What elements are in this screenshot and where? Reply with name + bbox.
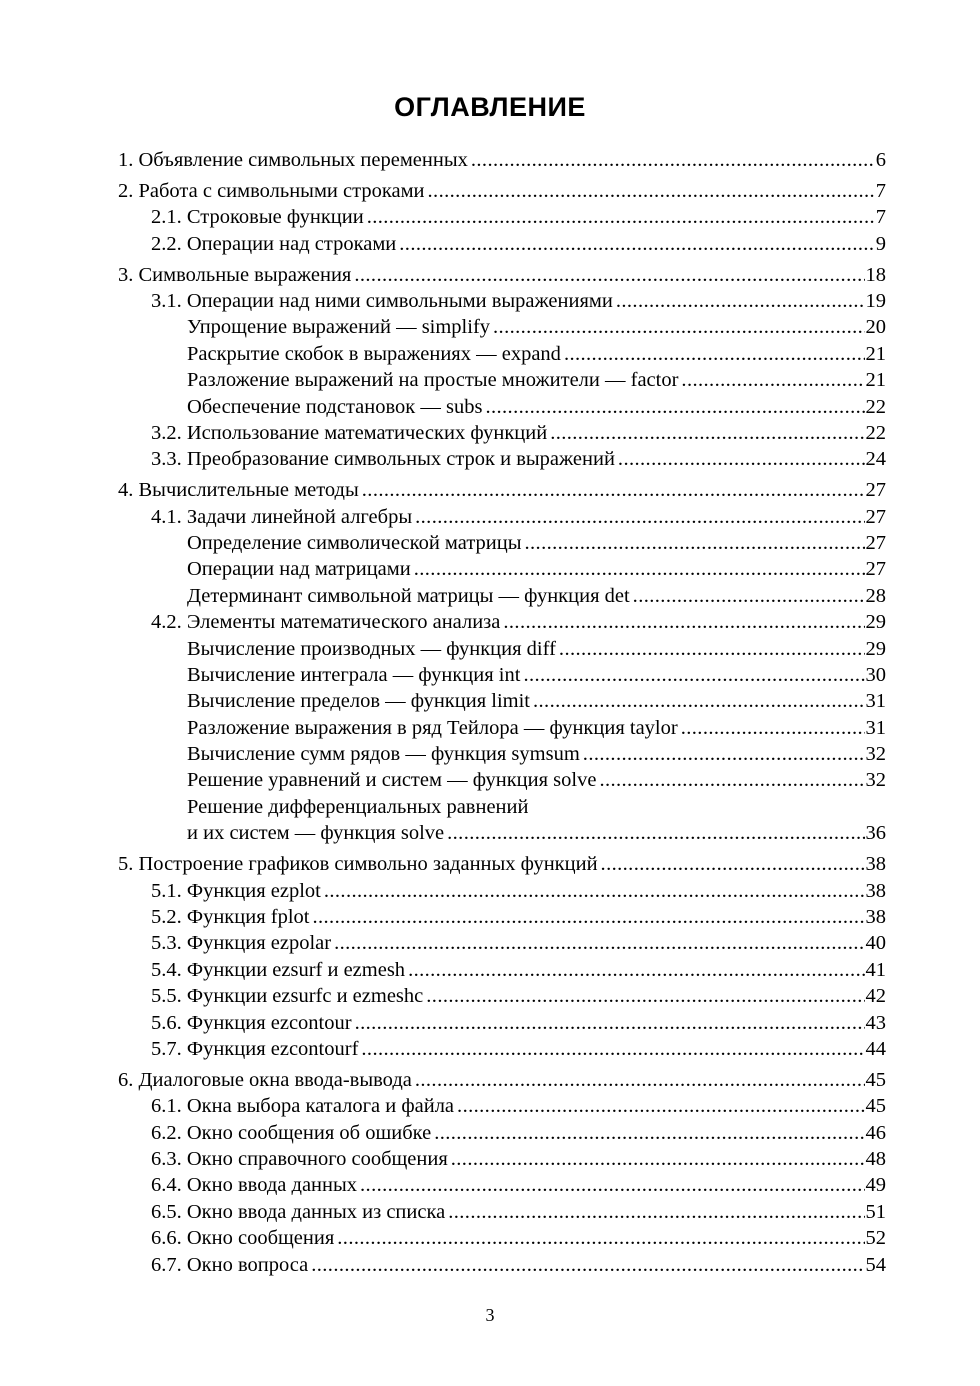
toc-entry — [118, 367, 886, 393]
dot-leader — [599, 767, 864, 793]
toc-entry — [118, 1093, 886, 1119]
toc-entry-text: Обеспечение подстановок — subs — [187, 395, 483, 418]
dot-leader — [334, 930, 864, 956]
toc-entry-text: 4.1. Задачи линейной алгебры — [151, 505, 413, 528]
toc-entry-page: 27 — [865, 505, 886, 528]
dot-leader — [485, 394, 864, 420]
toc-entry-text: Определение символической матрицы — [187, 531, 522, 554]
toc-section — [118, 178, 886, 257]
toc-entry — [118, 178, 886, 204]
toc-entry-text: 6.7. Окно вопроса — [151, 1253, 309, 1276]
dot-leader — [523, 662, 864, 688]
toc-entry-page: 9 — [875, 232, 886, 255]
toc-entry-page: 22 — [865, 395, 886, 418]
dot-leader — [361, 1036, 864, 1062]
toc-entry-page: 52 — [865, 1227, 886, 1250]
dot-leader — [564, 341, 865, 367]
toc-entry-text: 4.2. Элементы математического анализа — [151, 611, 501, 634]
toc-entry-page: 38 — [865, 879, 886, 902]
toc-entry-text: Вычисление сумм рядов — функция symsum — [187, 743, 580, 766]
toc-entry — [118, 1067, 886, 1093]
dot-leader — [312, 904, 864, 930]
toc-entry — [118, 1146, 886, 1172]
toc-entry — [118, 609, 886, 635]
dot-leader — [618, 446, 865, 472]
toc-entry-page: 21 — [865, 342, 886, 365]
toc-entry-page: 40 — [865, 932, 886, 955]
toc-entry-page: 27 — [865, 558, 886, 581]
toc-entry-text: 3.3. Преобразование символьных строк и выражений — [151, 448, 615, 471]
dot-leader — [360, 1172, 864, 1198]
dot-leader — [457, 1093, 864, 1119]
toc-entry — [118, 767, 886, 793]
dot-leader — [434, 1120, 864, 1146]
toc-entry-text: 6.6. Окно сообщения — [151, 1227, 335, 1250]
toc-entry-page: 27 — [865, 531, 886, 554]
toc-entry-text: 5. Построение графиков символьно заданных функций — [118, 853, 598, 876]
toc-entry-page: 18 — [865, 263, 886, 286]
toc-entry — [118, 1225, 886, 1251]
toc-entry-page: 19 — [865, 289, 886, 312]
toc-entry-text: 6. Диалоговые окна ввода-вывода — [118, 1068, 412, 1091]
dot-leader — [324, 878, 865, 904]
toc-entry — [118, 636, 886, 662]
dot-leader — [311, 1252, 864, 1278]
toc-entry-page: 46 — [865, 1121, 886, 1144]
toc-entry — [118, 688, 886, 714]
toc-entry-page: 44 — [865, 1037, 886, 1060]
toc-entry — [118, 341, 886, 367]
toc-entry-page: 21 — [865, 369, 886, 392]
toc-entry-page: 7 — [875, 179, 886, 202]
toc-entry-text: Решение уравнений и систем — функция solve — [187, 769, 597, 792]
dot-leader — [367, 204, 875, 230]
toc-entry — [118, 1199, 886, 1225]
toc-entry-text: 2.2. Операции над строками — [151, 232, 397, 255]
dot-leader — [447, 820, 864, 846]
toc-entry-page: 24 — [865, 448, 886, 471]
dot-leader — [414, 556, 865, 582]
toc-entry-text: 6.5. Окно ввода данных из списка — [151, 1200, 446, 1223]
toc-entry-page: 20 — [865, 316, 886, 339]
dot-leader — [633, 583, 865, 609]
toc-entry-text: 6.3. Окно справочного сообщения — [151, 1147, 448, 1170]
dot-leader — [681, 367, 864, 393]
dot-leader — [448, 1199, 864, 1225]
toc-entry-text: 3.1. Операции над ними символьными выражениями — [151, 289, 613, 312]
dot-leader — [415, 504, 864, 530]
toc-entry-page: 45 — [865, 1068, 886, 1091]
toc-entry-page: 29 — [865, 611, 886, 634]
toc-entry-page: 31 — [865, 716, 886, 739]
toc-entry-text: 3. Символьные выражения — [118, 263, 352, 286]
toc-entry-text: 6.1. Окна выбора каталога и файла — [151, 1095, 455, 1118]
toc-entry-text: Операции над матрицами — [187, 558, 411, 581]
toc-entry-page: 30 — [865, 663, 886, 686]
toc-entry — [118, 851, 886, 877]
toc-entry-text: Разложение выражения в ряд Тейлора — функция taylor — [187, 716, 678, 739]
toc-entry-text: 5.4. Функции ezsurf и ezmesh — [151, 958, 406, 981]
toc-entry — [118, 288, 886, 314]
toc-entry — [118, 556, 886, 582]
toc-entry — [118, 477, 886, 503]
toc-entry-text: 5.7. Функция ezcontourf — [151, 1037, 359, 1060]
toc-entry — [118, 741, 886, 767]
dot-leader — [337, 1225, 864, 1251]
toc-entry-page: 42 — [865, 985, 886, 1008]
toc-entry-page: 45 — [865, 1095, 886, 1118]
toc-entry — [118, 878, 886, 904]
toc-entry-text: Упрощение выражений — simplify — [187, 316, 491, 339]
toc-entry-page: 41 — [865, 958, 886, 981]
toc-section — [118, 147, 886, 173]
toc-section — [118, 262, 886, 473]
dot-leader — [601, 851, 865, 877]
dot-leader — [525, 530, 865, 556]
dot-leader — [428, 178, 875, 204]
toc-entry-page: 36 — [865, 822, 886, 845]
toc-entry-page: 32 — [865, 743, 886, 766]
toc-entry — [118, 204, 886, 230]
toc-entry-page: 38 — [865, 853, 886, 876]
toc-entry — [118, 147, 886, 173]
toc-entry — [118, 420, 886, 446]
toc-section — [118, 851, 886, 1062]
toc-entry-page: 7 — [875, 206, 886, 229]
toc-entry-page: 32 — [865, 769, 886, 792]
toc-entry — [118, 1252, 886, 1278]
toc-entry-text: Детерминант символьной матрицы — функция det — [187, 584, 630, 607]
page-number: 3 — [485, 1305, 495, 1325]
toc-section — [118, 1067, 886, 1278]
toc-entry-text: 6.2. Окно сообщения об ошибке — [151, 1121, 432, 1144]
toc-entry — [118, 394, 886, 420]
dot-leader — [681, 715, 865, 741]
dot-leader — [415, 1067, 865, 1093]
toc-entry-text: Раскрытие скобок в выражениях — expand — [187, 342, 561, 365]
dot-leader — [616, 288, 865, 314]
dot-leader — [533, 688, 865, 714]
toc-entry-text: 5.3. Функция ezpolar — [151, 932, 332, 955]
toc-entry-page: 22 — [865, 421, 886, 444]
toc-entry-text: 2. Работа с символьными строками — [118, 179, 425, 202]
toc-entry-text: Разложение выражений на простые множители — factor — [187, 369, 679, 392]
dot-leader — [408, 957, 864, 983]
toc-entry-page: 51 — [865, 1200, 886, 1223]
toc-entry — [118, 904, 886, 930]
toc-entry — [118, 314, 886, 340]
toc-entry-page: 48 — [865, 1147, 886, 1170]
dot-leader — [355, 1010, 865, 1036]
toc-entry-page: 54 — [865, 1253, 886, 1276]
dot-leader — [451, 1146, 865, 1172]
dot-leader — [550, 420, 864, 446]
dot-leader — [503, 609, 864, 635]
toc-entry — [118, 504, 886, 530]
toc-entry — [118, 1120, 886, 1146]
toc-entry-text: 6.4. Окно ввода данных — [151, 1174, 358, 1197]
toc-entry-text: 2.1. Строковые функции — [151, 206, 364, 229]
toc-entry-page: 29 — [865, 637, 886, 660]
toc-entry-text: Решение дифференциальных равнений — [187, 795, 529, 818]
dot-leader — [583, 741, 865, 767]
toc-entry-page: 49 — [865, 1174, 886, 1197]
dot-leader — [354, 262, 864, 288]
toc-entry-text: Вычисление пределов — функция limit — [187, 690, 530, 713]
toc-entry — [118, 715, 886, 741]
toc-entry-page: 28 — [865, 584, 886, 607]
toc-entry — [118, 583, 886, 609]
page-title: ОГЛАВЛЕНИЕ — [394, 92, 586, 122]
toc-entry-page: 38 — [865, 905, 886, 928]
toc-entry-text: 3.2. Использование математических функций — [151, 421, 548, 444]
toc-entry — [118, 1172, 886, 1198]
toc-entry-text: 1. Объявление символьных переменных — [118, 149, 468, 171]
toc-entry — [118, 262, 886, 288]
dot-leader — [362, 477, 865, 503]
toc-entry-text: 5.1. Функция ezplot — [151, 879, 321, 902]
toc-section — [118, 477, 886, 846]
toc-entry — [118, 820, 886, 846]
toc-entry — [118, 231, 886, 257]
toc-entry — [118, 662, 886, 688]
toc-entry-page: 31 — [865, 690, 886, 713]
toc-entry — [118, 983, 886, 1009]
toc-entry — [118, 1036, 886, 1062]
toc-entry-text: 5.5. Функции ezsurfc и ezmeshc — [151, 985, 424, 1008]
toc-entry — [118, 530, 886, 556]
toc-entry-text: 4. Вычислительные методы — [118, 479, 359, 502]
toc-entry — [118, 446, 886, 472]
dot-leader — [426, 983, 864, 1009]
dot-leader — [559, 636, 865, 662]
toc-entry-text: и их систем — функция solve — [187, 822, 445, 845]
toc-entry — [118, 930, 886, 956]
dot-leader — [493, 314, 864, 340]
toc-entry-text: 5.6. Функция ezcontour — [151, 1011, 352, 1034]
toc-entry — [118, 957, 886, 983]
dot-leader — [471, 147, 875, 173]
toc-entry — [118, 1010, 886, 1036]
toc-entry-page: 6 — [875, 149, 886, 171]
toc-entry-text: Вычисление производных — функция diff — [187, 637, 556, 660]
toc-entry-page: 43 — [865, 1011, 886, 1034]
toc-entry-page: 27 — [865, 479, 886, 502]
toc-entry-text: 5.2. Функция fplot — [151, 905, 310, 928]
toc-entry-text: Вычисление интеграла — функция int — [187, 663, 521, 686]
table-of-contents — [118, 147, 886, 1278]
dot-leader — [399, 231, 874, 257]
